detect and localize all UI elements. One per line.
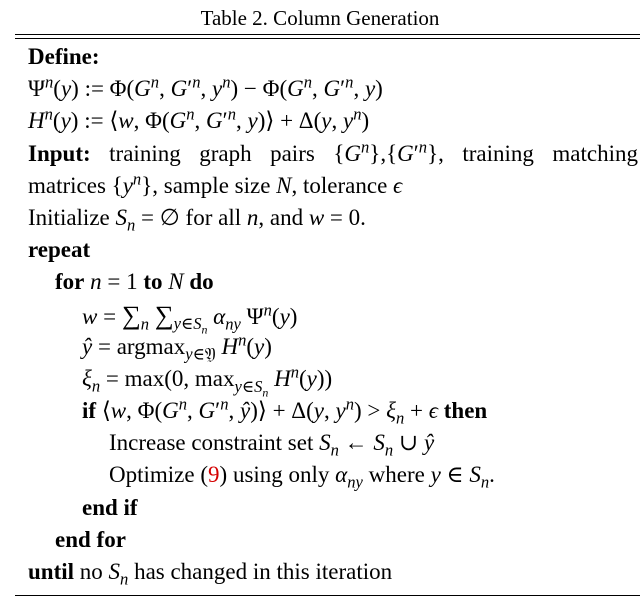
argmax-line: ŷ = argmax$_{y\in 𝔜}$ $H^n(y)$ <box>82 330 272 364</box>
algorithm-body <box>28 41 638 588</box>
define-keyword: Define: <box>28 44 100 69</box>
psi-definition: $\Psi^n(y)$ := $\Phi(G^n$, $G'^n$, $y^n) - \Phi(G^n$, $G'^n$, y) <box>28 72 383 102</box>
initialize-line: Initialize $S_n$ = ∅ for all n, and w = 0. <box>28 204 366 235</box>
repeat-keyword: repeat <box>28 237 91 263</box>
top-rule-inner <box>15 38 640 39</box>
for-line: for n = 1 to N do <box>55 269 214 295</box>
input-keyword: Input: <box>28 140 91 166</box>
if-line: if ⟨w, $\Phi(G^n$, $G'^n$, ŷ)⟩ + Δ(y, $y^n) > \xi_n + \epsilon$ then <box>82 394 488 428</box>
end-for-line: end for <box>55 526 126 552</box>
table-caption: Table 2. Column Generation <box>200 6 440 30</box>
top-rule <box>15 34 640 35</box>
optimize-line: Optimize (9) using only $\alpha_{ny}$ where y ∈ $S_n$. <box>109 462 495 493</box>
xi-line: $\xi_n = \max(0$, $\max_{y\in S_n} H^n(y)$) <box>82 362 333 399</box>
define-line <box>28 41 638 73</box>
repeat-line <box>28 234 638 266</box>
w-update-line: $w = \sum_n$ $\sum_{y\in S_n}$ $\alpha_{ny}$ $\Psi^n(y)$ <box>82 299 298 337</box>
end-if-line: end if <box>82 494 138 520</box>
input-line: Input: training graph pairs $\{G^n\},\{G'^n\}$, training matching matrices $\{y^n\}$, sample size N, tolerance ϵ <box>28 136 639 198</box>
equation-reference-link[interactable]: 9 <box>208 462 220 488</box>
bottom-rule <box>15 595 640 596</box>
h-definition: $H^n(y)$ := ⟨w, $\Phi(G^n$, $G'^n$, y)⟩ + Δ(y, $y^n$) <box>28 104 370 134</box>
until-line: until no $S_n$ has changed in this iteration <box>28 559 393 589</box>
increase-line: Increase constraint set $S_n$ ← $S_n$ ∪ ŷ <box>109 430 435 460</box>
